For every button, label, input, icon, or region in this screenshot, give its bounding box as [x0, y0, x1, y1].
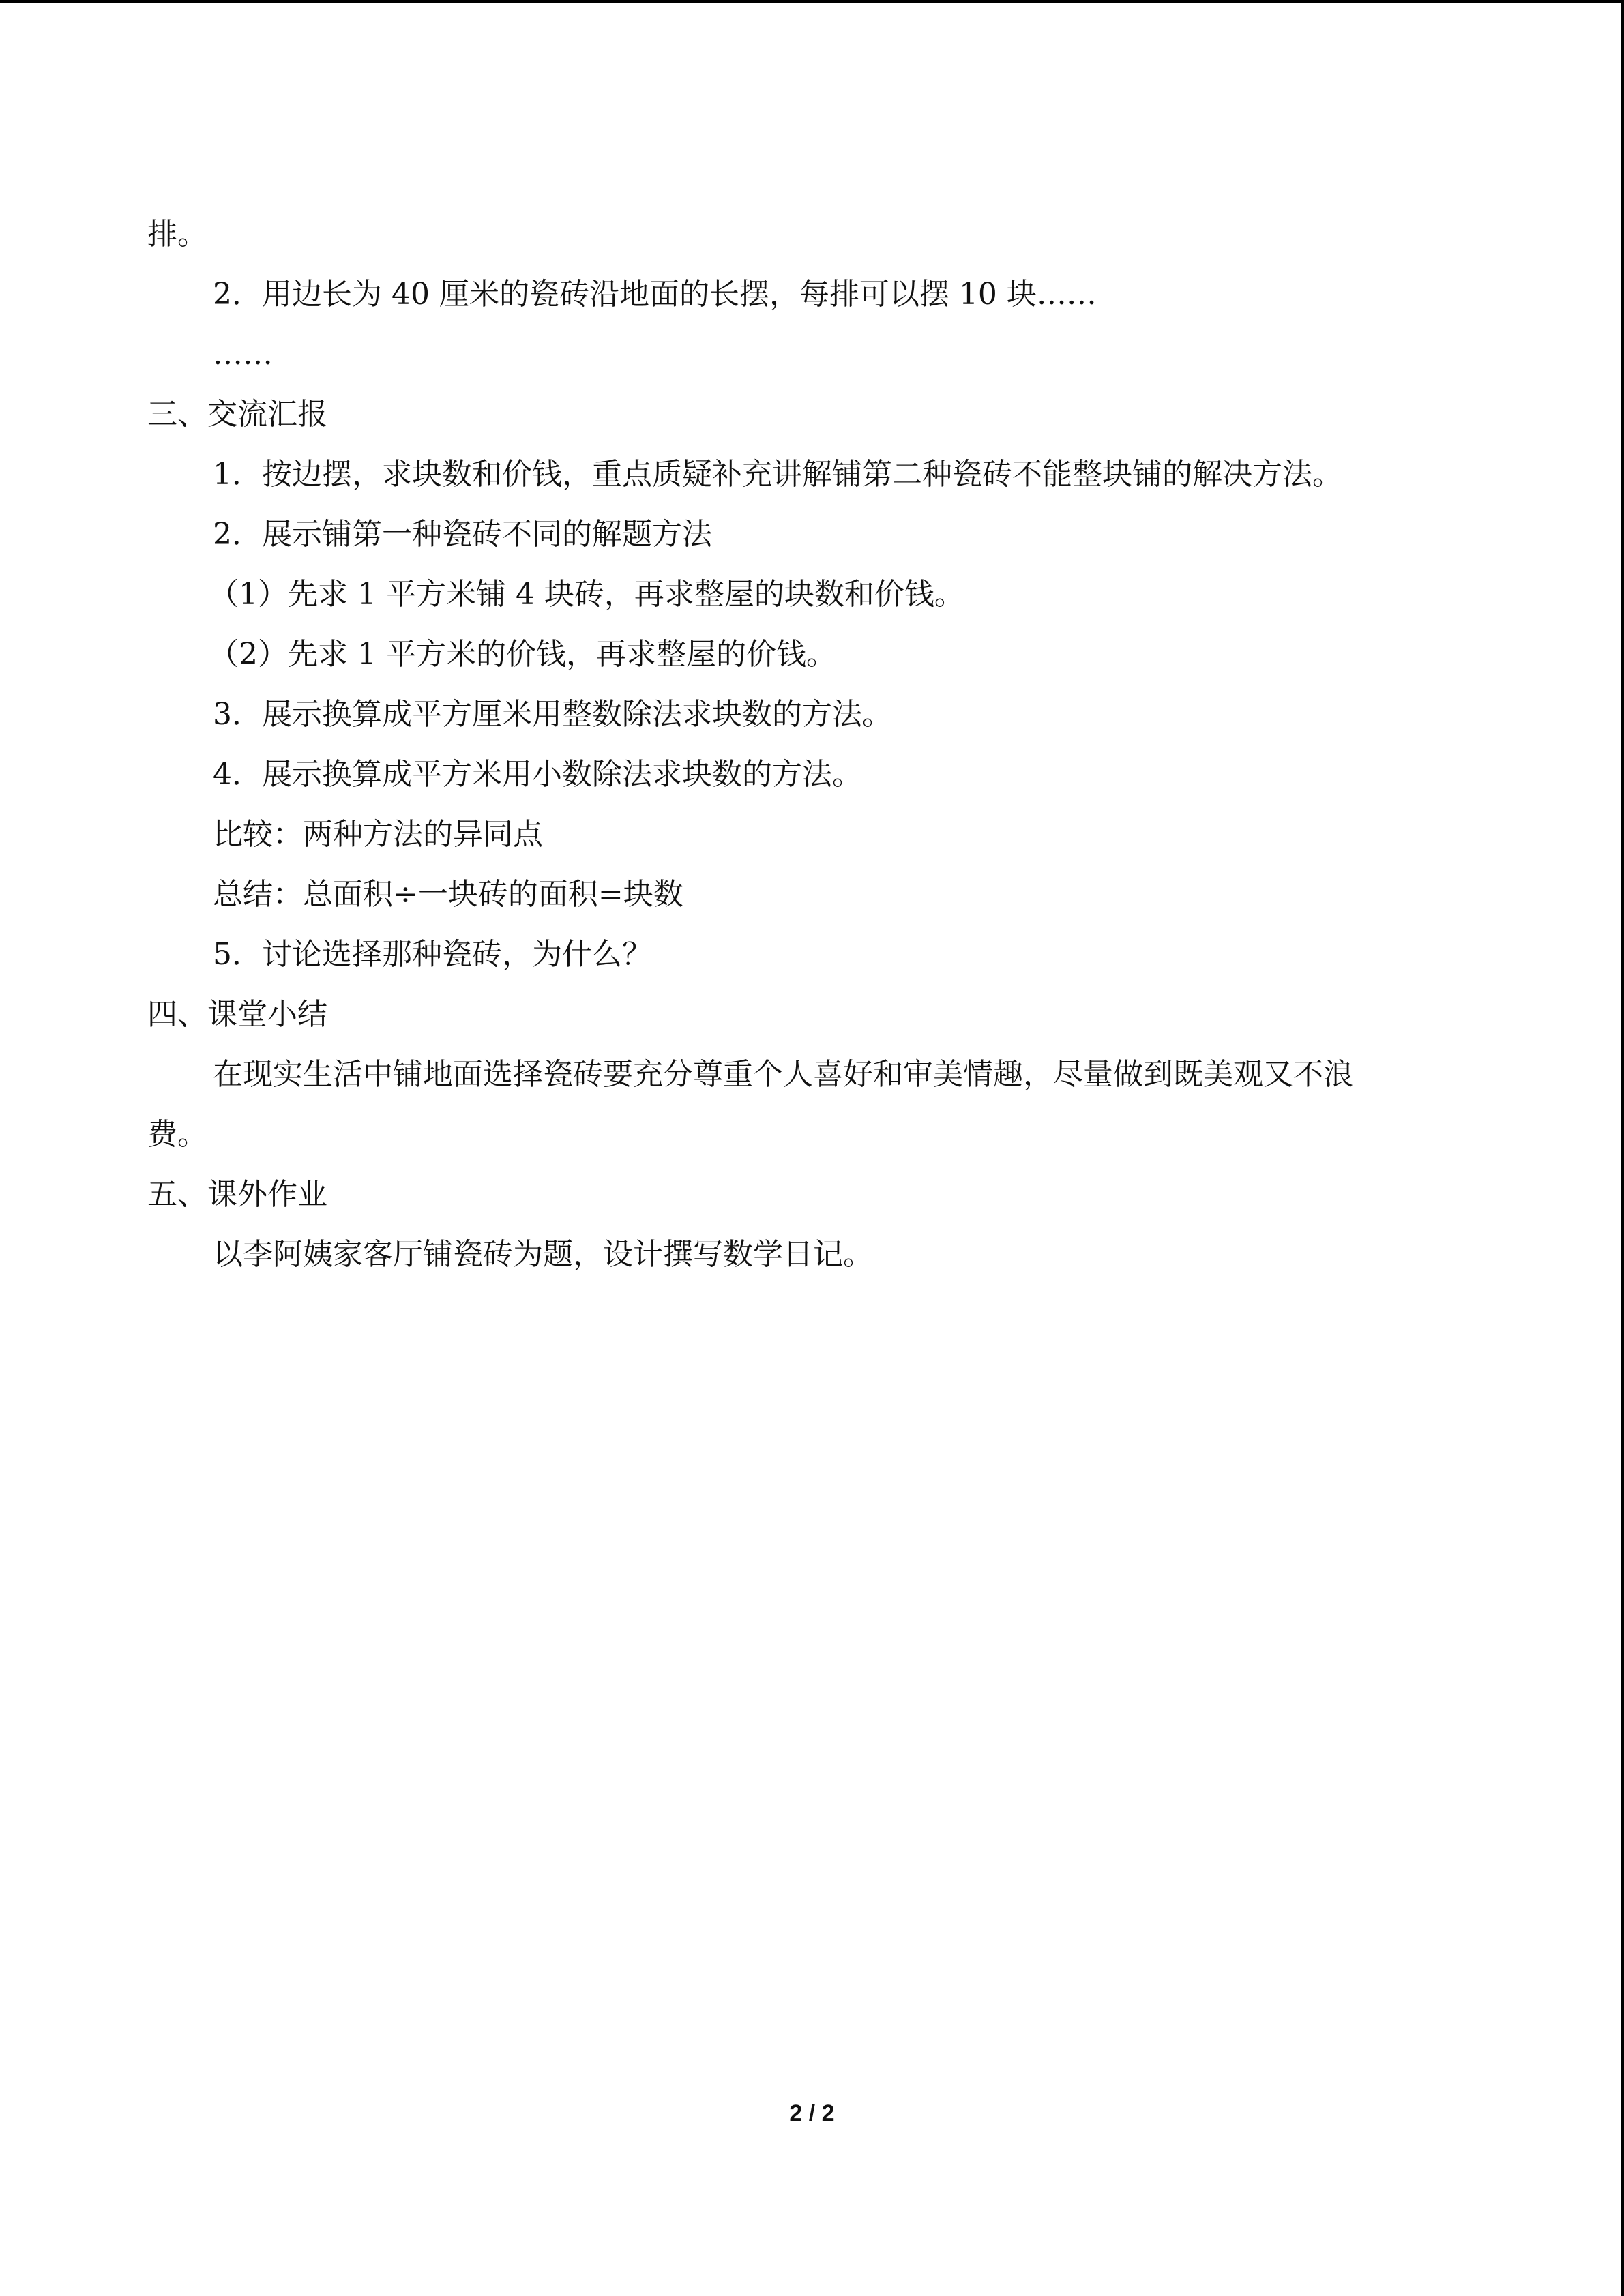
text-line: 4．展示换算成平方米用小数除法求块数的方法。: [213, 757, 862, 792]
page-border-right: [1621, 0, 1624, 2296]
text-line: 3．展示换算成平方厘米用整数除法求块数的方法。: [213, 697, 892, 732]
page-border-top: [0, 0, 1624, 3]
text-line: 在现实生活中铺地面选择瓷砖要充分尊重个人喜好和审美情趣，尽量做到既美观又不浪: [213, 1057, 1353, 1092]
text-line: ……: [213, 337, 273, 372]
text-line: 总结：总面积÷一块砖的面积=块数: [213, 877, 683, 912]
document-body: [147, 205, 1471, 1285]
text-line: 2．用边长为 40 厘米的瓷砖沿地面的长摆，每排可以摆 10 块……: [213, 277, 1097, 312]
text-line: 比较：两种方法的异同点: [213, 817, 543, 852]
section-heading: 三、交流汇报: [147, 397, 327, 432]
text-line: 费。: [147, 1117, 207, 1152]
page-number: 2 / 2: [789, 2100, 835, 2126]
text-line: 1．按边摆，求块数和价钱，重点质疑补充讲解铺第二种瓷砖不能整块铺的解决方法。: [213, 457, 1342, 492]
section-heading: 四、课堂小结: [147, 997, 327, 1032]
text-line: （1）先求 1 平方米铺 4 块砖，再求整屋的块数和价钱。: [209, 577, 964, 612]
section-heading: 五、课外作业: [147, 1177, 327, 1212]
text-line: 排。: [147, 217, 207, 252]
text-line: 2．展示铺第一种瓷砖不同的解题方法: [213, 517, 712, 552]
text-line: 5．讨论选择那种瓷砖，为什么？: [213, 937, 652, 972]
text-line: （2）先求 1 平方米的价钱，再求整屋的价钱。: [209, 637, 836, 672]
text-line: 以李阿姨家客厅铺瓷砖为题，设计撰写数学日记。: [213, 1237, 873, 1272]
